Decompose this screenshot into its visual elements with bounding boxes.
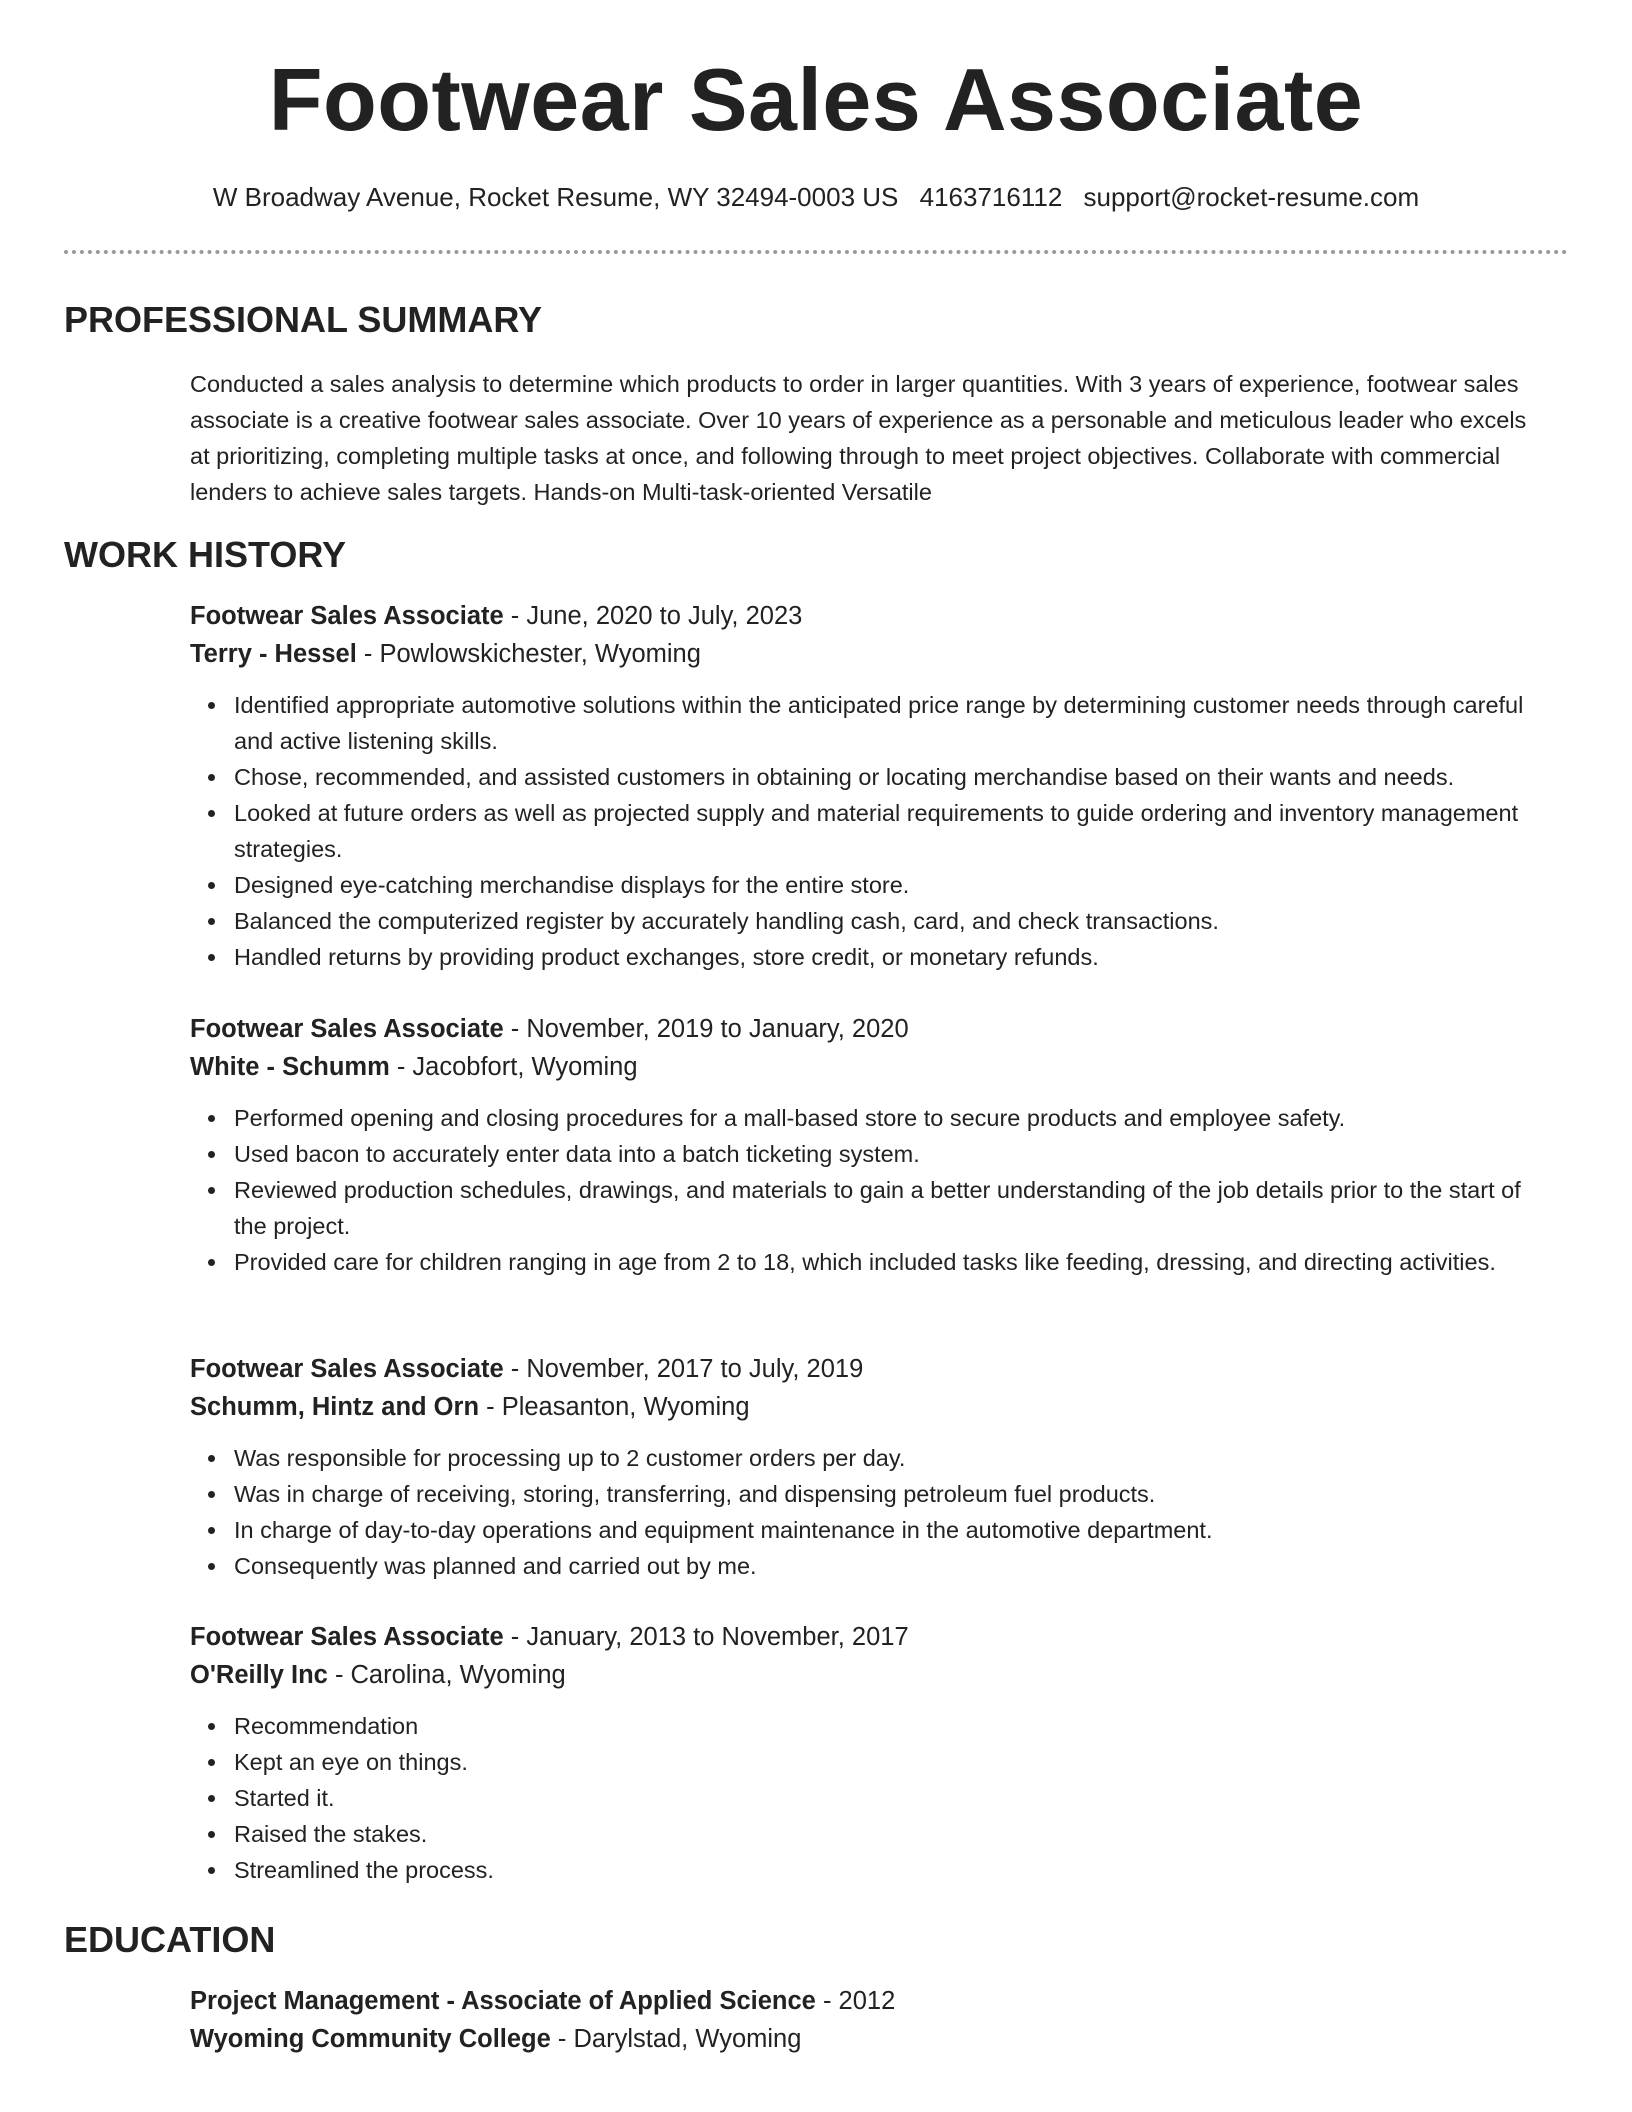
job-duty-item: Reviewed production schedules, drawings, and materials to gain a better understanding of the job details prior to the start of the project.: [234, 1172, 1540, 1244]
job-dates: - January, 2013 to November, 2017: [503, 1623, 909, 1651]
education-degree: Project Management - Associate of Applied Science: [190, 1987, 816, 2015]
job-duty-item: Identified appropriate automotive solutions within the anticipated price range by determining customer needs through careful and active listening skills.: [234, 687, 1540, 759]
job-position: Footwear Sales Associate: [190, 1015, 504, 1043]
job-duty-item: Consequently was planned and carried out by me.: [234, 1548, 1540, 1584]
job-duty-item: Performed opening and closing procedures for a mall-based store to secure products and employee safety.: [234, 1100, 1540, 1136]
job-location: - Carolina, Wyoming: [327, 1661, 566, 1689]
education-school-line: [190, 2020, 1540, 2058]
section-title-education: EDUCATION: [64, 1919, 276, 1960]
job-duty-item: Looked at future orders as well as projected supply and material requirements to guide ordering and inventory management strategies.: [234, 795, 1540, 867]
contact-email: support@rocket-resume.com: [1083, 182, 1420, 212]
contact-line: [0, 182, 1632, 213]
contact-phone: 4163716112: [919, 182, 1063, 212]
education-school: Wyoming Community College: [190, 2025, 551, 2053]
job-company: Schumm, Hintz and Orn: [190, 1393, 480, 1421]
job-duty-item: Used bacon to accurately enter data into a batch ticketing system.: [234, 1136, 1540, 1172]
job-duty-item: Designed eye-catching merchandise displays for the entire store.: [234, 867, 1540, 903]
job-duty-item: Streamlined the process.: [234, 1852, 1540, 1888]
job-duty-item: In charge of day-to-day operations and equipment maintenance in the automotive department.: [234, 1512, 1540, 1548]
job-duty-item: Chose, recommended, and assisted customers in obtaining or locating merchandise based on their wants and needs.: [234, 759, 1540, 795]
job-location: - Powlowskichester, Wyoming: [356, 640, 701, 668]
job-position: Footwear Sales Associate: [190, 1355, 504, 1383]
job-dates: - November, 2017 to July, 2019: [503, 1355, 864, 1383]
job-duty-item: Raised the stakes.: [234, 1816, 1540, 1852]
job-company: O'Reilly Inc: [190, 1661, 328, 1689]
job-position: Footwear Sales Associate: [190, 602, 504, 630]
job-duties-list: [190, 687, 1540, 975]
education-location: - Darylstad, Wyoming: [550, 2025, 802, 2053]
job-duty-item: Started it.: [234, 1780, 1540, 1816]
job-duty-item: Recommendation: [234, 1708, 1540, 1744]
job-duty-item: Kept an eye on things.: [234, 1744, 1540, 1780]
contact-address: W Broadway Avenue, Rocket Resume, WY 32494-0003 US: [212, 182, 899, 212]
job-entry: [190, 597, 1540, 975]
job-dates: - November, 2019 to January, 2020: [503, 1015, 909, 1043]
job-duty-item: Was in charge of receiving, storing, transferring, and dispensing petroleum fuel products.: [234, 1476, 1540, 1512]
job-company-line: [190, 1388, 1540, 1426]
header-divider: [64, 250, 1568, 254]
job-title-line: [190, 1010, 1540, 1048]
job-duty-item: Was responsible for processing up to 2 customer orders per day.: [234, 1440, 1540, 1476]
job-entry: [190, 1618, 1540, 1888]
job-duty-item: Handled returns by providing product exchanges, store credit, or monetary refunds.: [234, 939, 1540, 975]
job-location: - Pleasanton, Wyoming: [479, 1393, 750, 1421]
job-title-line: [190, 597, 1540, 635]
job-company-line: [190, 635, 1540, 673]
job-duties-list: [190, 1100, 1540, 1280]
job-entry: [190, 1350, 1540, 1584]
job-dates: - June, 2020 to July, 2023: [503, 602, 803, 630]
job-entry: [190, 1010, 1540, 1280]
job-company: White - Schumm: [190, 1053, 390, 1081]
education-year: - 2012: [815, 1987, 896, 2015]
job-company-line: [190, 1656, 1540, 1694]
summary-text: Conducted a sales analysis to determine which products to order in larger quantities. With 3 years of experience, footwear sales associate is a creative footwear sales associate. Over 10 years of experience as a personable and meticulous leader who excels at prioritizing, completing multiple tasks at once, and following through to meet project objectives. Collaborate with commercial lenders to achieve sales targets. Hands-on Multi-task-oriented Versatile: [190, 371, 1527, 505]
job-duty-item: Balanced the computerized register by accurately handling cash, card, and check transactions.: [234, 903, 1540, 939]
job-position: Footwear Sales Associate: [190, 1623, 504, 1651]
job-title-line: [190, 1350, 1540, 1388]
education-degree-line: [190, 1982, 1540, 2020]
job-duty-item: Provided care for children ranging in age from 2 to 18, which included tasks like feeding, dressing, and directing activities.: [234, 1244, 1540, 1280]
job-duties-list: [190, 1708, 1540, 1888]
job-location: - Jacobfort, Wyoming: [389, 1053, 638, 1081]
job-title-line: [190, 1618, 1540, 1656]
section-title-work-history: WORK HISTORY: [64, 534, 347, 575]
resume-name-title: Footwear Sales Associate: [268, 50, 1364, 149]
section-title-summary: PROFESSIONAL SUMMARY: [64, 299, 543, 340]
job-company-line: [190, 1048, 1540, 1086]
education-entry: [190, 1982, 1540, 2058]
job-duties-list: [190, 1440, 1540, 1584]
job-company: Terry - Hessel: [190, 640, 357, 668]
